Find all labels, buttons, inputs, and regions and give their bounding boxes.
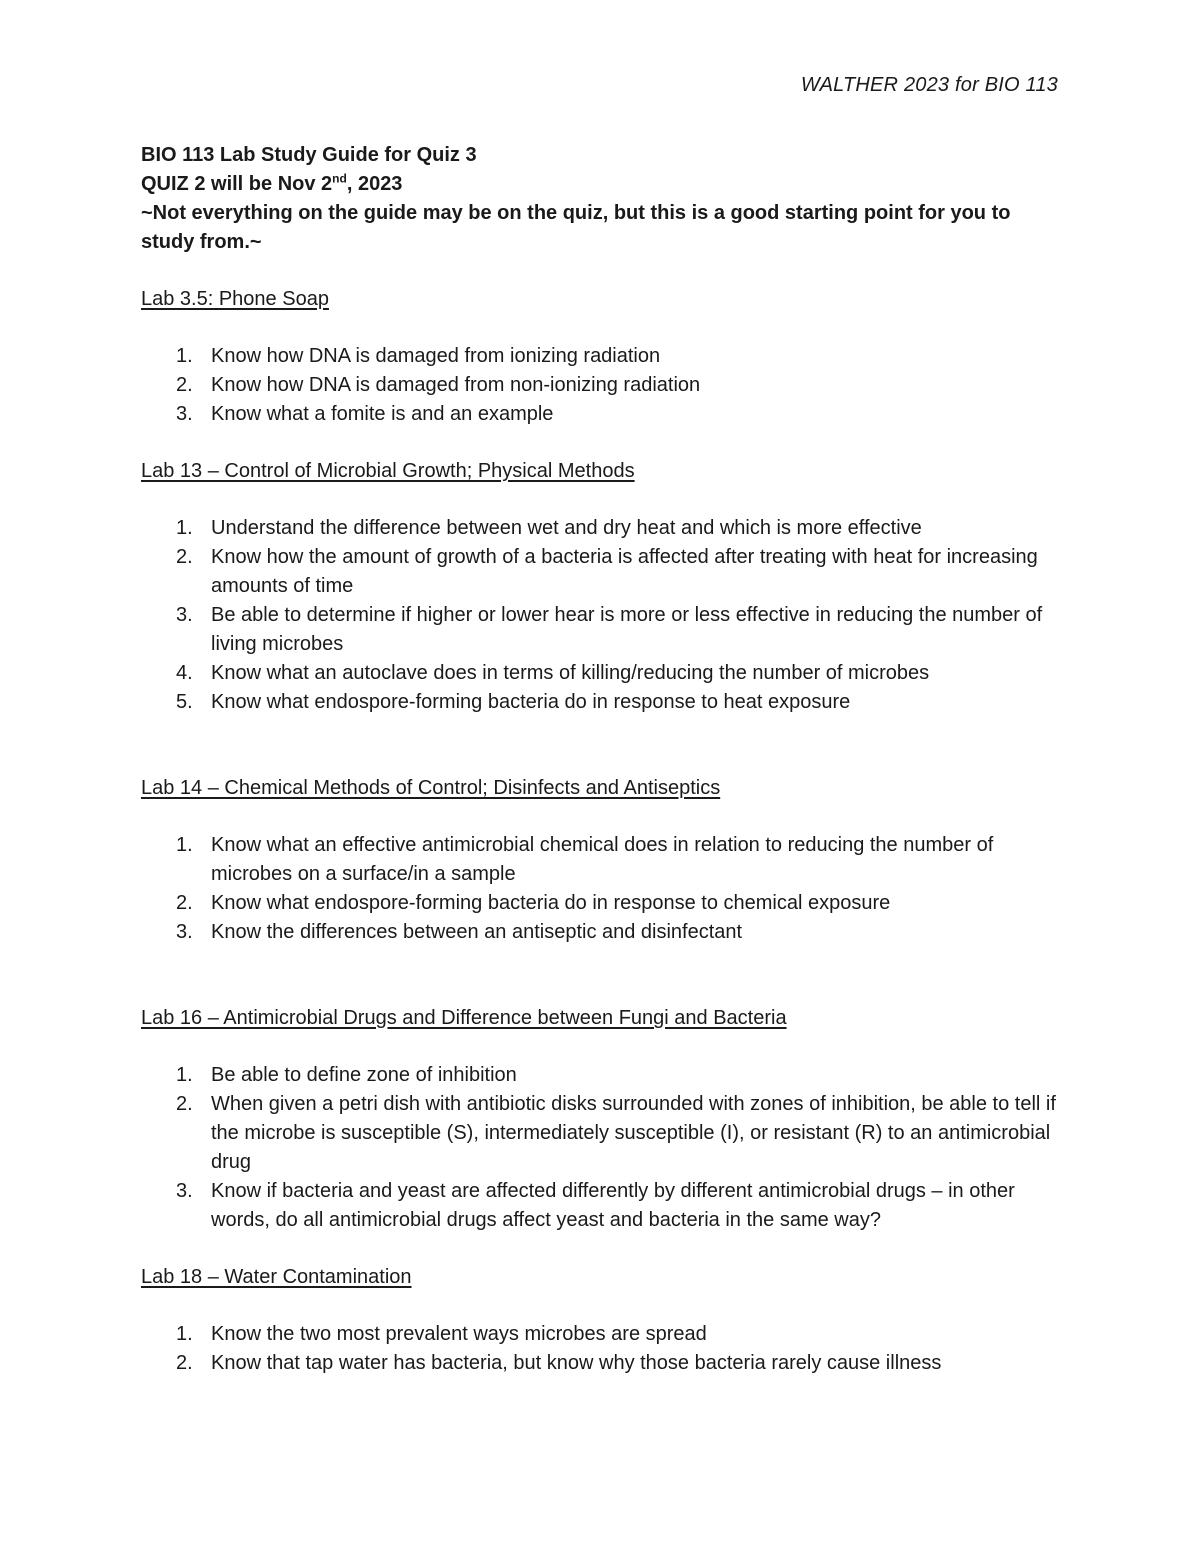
list-item: 2. When given a petri dish with antibiotic disks surrounded with zones of inhibition, be able to tell if the microbe is susceptible (S), intermediately susceptible (I), or resistant (R) to an antimicrobial drug [176,1093,1056,1173]
list-item: 2. Know how the amount of growth of a bacteria is affected after treating with heat for increasing amounts of time [176,546,1038,597]
section-list-lab-13 [141,514,1061,717]
list-item: 3. Be able to determine if higher or lower hear is more or less effective in reducing the number of living microbes [176,604,1043,655]
list-item: 1. Know the two most prevalent ways microbes are spread [176,1323,707,1345]
section-heading-lab-3-5: Lab 3.5: Phone Soap [141,288,329,310]
list-item: 4. Know what an autoclave does in terms of killing/reducing the number of microbes [176,662,930,684]
list-item: 1. Know how DNA is damaged from ionizing radiation [176,345,661,367]
quiz-date-line [141,170,1061,199]
list-item: 5. Know what endospore-forming bacteria do in response to heat exposure [176,691,851,713]
intro-note: ~Not everything on the guide may be on the quiz, but this is a good starting point for you to study from.~ [141,202,1011,253]
section-heading-lab-16: Lab 16 – Antimicrobial Drugs and Difference between Fungi and Bacteria [141,1007,787,1029]
section-list-lab-14 [141,831,1061,947]
list-item: 2. Know that tap water has bacteria, but know why those bacteria rarely cause illness [176,1352,942,1374]
list-item: 1. Understand the difference between wet and dry heat and which is more effective [176,517,922,539]
section-list-lab-18 [141,1320,1061,1378]
section-heading-lab-13: Lab 13 – Control of Microbial Growth; Physical Methods [141,460,635,482]
list-item: 3. Know what a fomite is and an example [176,403,554,425]
quiz-date-suffix: , 2023 [346,173,403,195]
quiz-date-superscript: nd [332,171,347,186]
list-item: 2. Know what endospore-forming bacteria do in response to chemical exposure [176,892,891,914]
document-body [141,141,1061,1378]
section-heading-lab-14: Lab 14 – Chemical Methods of Control; Disinfects and Antiseptics [141,777,721,799]
section-list-lab-16 [141,1061,1061,1235]
section-list-lab-3-5 [141,342,1061,429]
list-item: 3. Know if bacteria and yeast are affected differently by different antimicrobial drugs – in other words, do all antimicrobial drugs affect yeast and bacteria in the same way? [176,1180,1015,1231]
list-item: 3. Know the differences between an antiseptic and disinfectant [176,921,743,943]
quiz-date-prefix: QUIZ 2 will be Nov 2 [141,173,333,195]
section-heading-lab-18: Lab 18 – Water Contamination [141,1266,412,1288]
document-title: BIO 113 Lab Study Guide for Quiz 3 [141,144,477,166]
page-header: WALTHER 2023 for BIO 113 [800,74,1058,96]
list-item: 1. Know what an effective antimicrobial chemical does in relation to reducing the number of microbes on a surface/in a sample [176,834,994,885]
list-item: 1. Be able to define zone of inhibition [176,1064,517,1086]
list-item: 2. Know how DNA is damaged from non-ionizing radiation [176,374,701,396]
